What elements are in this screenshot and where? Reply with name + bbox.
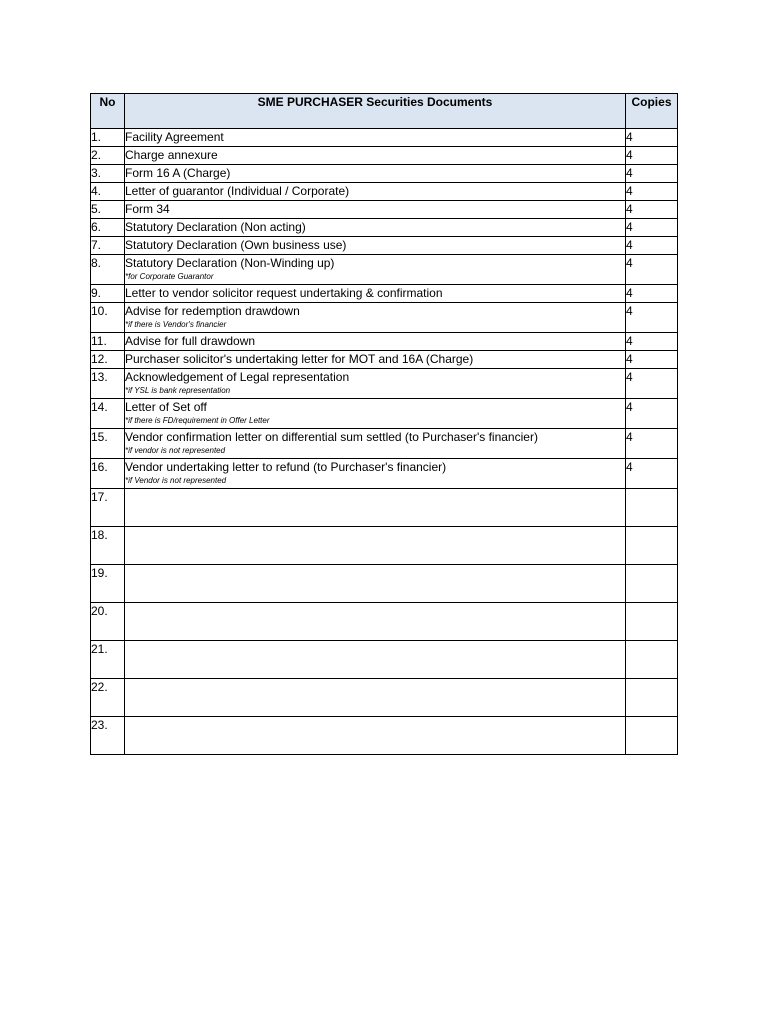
row-number: 5. (91, 201, 125, 219)
document-cell (125, 183, 626, 201)
document-title: Acknowledgement of Legal representation (125, 370, 350, 384)
copies-cell: 4 (626, 201, 678, 219)
row-number: 12. (91, 351, 125, 369)
empty-table-row (91, 679, 678, 717)
document-cell (125, 333, 626, 351)
securities-documents-table (90, 93, 678, 755)
document-cell-empty (125, 641, 626, 679)
document-cell-empty (125, 679, 626, 717)
document-title: Letter to vendor solicitor request undertaking & confirmation (125, 286, 443, 300)
row-number: 4. (91, 183, 125, 201)
document-cell (125, 219, 626, 237)
row-number: 23. (91, 717, 125, 755)
document-cell-empty (125, 717, 626, 755)
row-number: 19. (91, 565, 125, 603)
row-number: 11. (91, 333, 125, 351)
empty-table-row (91, 527, 678, 565)
table-row (91, 351, 678, 369)
document-cell (125, 147, 626, 165)
header-no: No (91, 94, 125, 129)
table-row (91, 303, 678, 333)
empty-table-row (91, 717, 678, 755)
copies-cell: 4 (626, 303, 678, 333)
row-number: 6. (91, 219, 125, 237)
row-number: 20. (91, 603, 125, 641)
document-cell (125, 351, 626, 369)
document-cell (125, 165, 626, 183)
copies-cell: 4 (626, 147, 678, 165)
copies-cell-empty (626, 603, 678, 641)
table-row (91, 399, 678, 429)
row-number: 3. (91, 165, 125, 183)
document-title: Purchaser solicitor's undertaking letter for MOT and 16A (Charge) (125, 352, 474, 366)
copies-cell: 4 (626, 333, 678, 351)
row-number: 8. (91, 255, 125, 285)
table-row (91, 147, 678, 165)
document-title: Charge annexure (125, 148, 218, 162)
document-title: Letter of guarantor (Individual / Corporate) (125, 184, 350, 198)
document-note: *for Corporate Guarantor (125, 272, 214, 281)
empty-table-row (91, 641, 678, 679)
document-cell (125, 369, 626, 399)
table-row (91, 333, 678, 351)
document-title: Advise for full drawdown (125, 334, 256, 348)
row-number: 2. (91, 147, 125, 165)
table-row (91, 285, 678, 303)
document-cell-empty (125, 565, 626, 603)
document-cell (125, 429, 626, 459)
row-number: 16. (91, 459, 125, 489)
empty-table-row (91, 603, 678, 641)
copies-cell: 4 (626, 285, 678, 303)
document-cell (125, 303, 626, 333)
empty-table-row (91, 565, 678, 603)
row-number: 10. (91, 303, 125, 333)
document-cell (125, 129, 626, 147)
row-number: 15. (91, 429, 125, 459)
copies-cell: 4 (626, 399, 678, 429)
document-cell-empty (125, 527, 626, 565)
empty-table-row (91, 489, 678, 527)
document-note: *if there is FD/requirement in Offer Letter (125, 416, 270, 425)
copies-cell: 4 (626, 369, 678, 399)
document-cell (125, 285, 626, 303)
copies-cell: 4 (626, 255, 678, 285)
table-row (91, 129, 678, 147)
document-cell (125, 255, 626, 285)
document-cell (125, 201, 626, 219)
copies-cell-empty (626, 489, 678, 527)
copies-cell-empty (626, 679, 678, 717)
document-title: Vendor confirmation letter on differential sum settled (to Purchaser's financier) (125, 430, 538, 444)
document-title: Advise for redemption drawdown (125, 304, 300, 318)
table-row (91, 429, 678, 459)
table-row (91, 219, 678, 237)
copies-cell: 4 (626, 165, 678, 183)
document-title: Form 34 (125, 202, 170, 216)
table-row (91, 459, 678, 489)
document-title: Vendor undertaking letter to refund (to Purchaser's financier) (125, 460, 447, 474)
table-header-row (91, 94, 678, 129)
copies-cell: 4 (626, 459, 678, 489)
row-number: 7. (91, 237, 125, 255)
copies-cell-empty (626, 717, 678, 755)
document-cell (125, 399, 626, 429)
document-cell-empty (125, 489, 626, 527)
copies-cell-empty (626, 641, 678, 679)
row-number: 9. (91, 285, 125, 303)
document-cell (125, 237, 626, 255)
document-title: Statutory Declaration (Non-Winding up) (125, 256, 335, 270)
table-row (91, 369, 678, 399)
copies-cell-empty (626, 565, 678, 603)
document-note: *if vendor is not represented (125, 446, 226, 455)
document-cell-empty (125, 603, 626, 641)
document-title: Statutory Declaration (Non acting) (125, 220, 306, 234)
copies-cell: 4 (626, 183, 678, 201)
table-row (91, 255, 678, 285)
copies-cell: 4 (626, 351, 678, 369)
document-title: Letter of Set off (125, 400, 207, 414)
table-row (91, 183, 678, 201)
copies-cell-empty (626, 527, 678, 565)
row-number: 22. (91, 679, 125, 717)
document-note: *if there is Vendor's financier (125, 320, 227, 329)
row-number: 14. (91, 399, 125, 429)
document-title: Statutory Declaration (Own business use) (125, 238, 347, 252)
document-cell (125, 459, 626, 489)
document-title: Facility Agreement (125, 130, 224, 144)
row-number: 13. (91, 369, 125, 399)
table-row (91, 165, 678, 183)
copies-cell: 4 (626, 237, 678, 255)
row-number: 1. (91, 129, 125, 147)
table-row (91, 237, 678, 255)
table-row (91, 201, 678, 219)
header-document: SME PURCHASER Securities Documents (125, 94, 626, 129)
copies-cell: 4 (626, 129, 678, 147)
header-copies: Copies (626, 94, 678, 129)
document-note: *if Vendor is not represented (125, 476, 227, 485)
table-body (91, 129, 678, 755)
document-note: *if YSL is bank representation (125, 386, 231, 395)
row-number: 17. (91, 489, 125, 527)
document-title: Form 16 A (Charge) (125, 166, 231, 180)
row-number: 18. (91, 527, 125, 565)
copies-cell: 4 (626, 429, 678, 459)
row-number: 21. (91, 641, 125, 679)
copies-cell: 4 (626, 219, 678, 237)
